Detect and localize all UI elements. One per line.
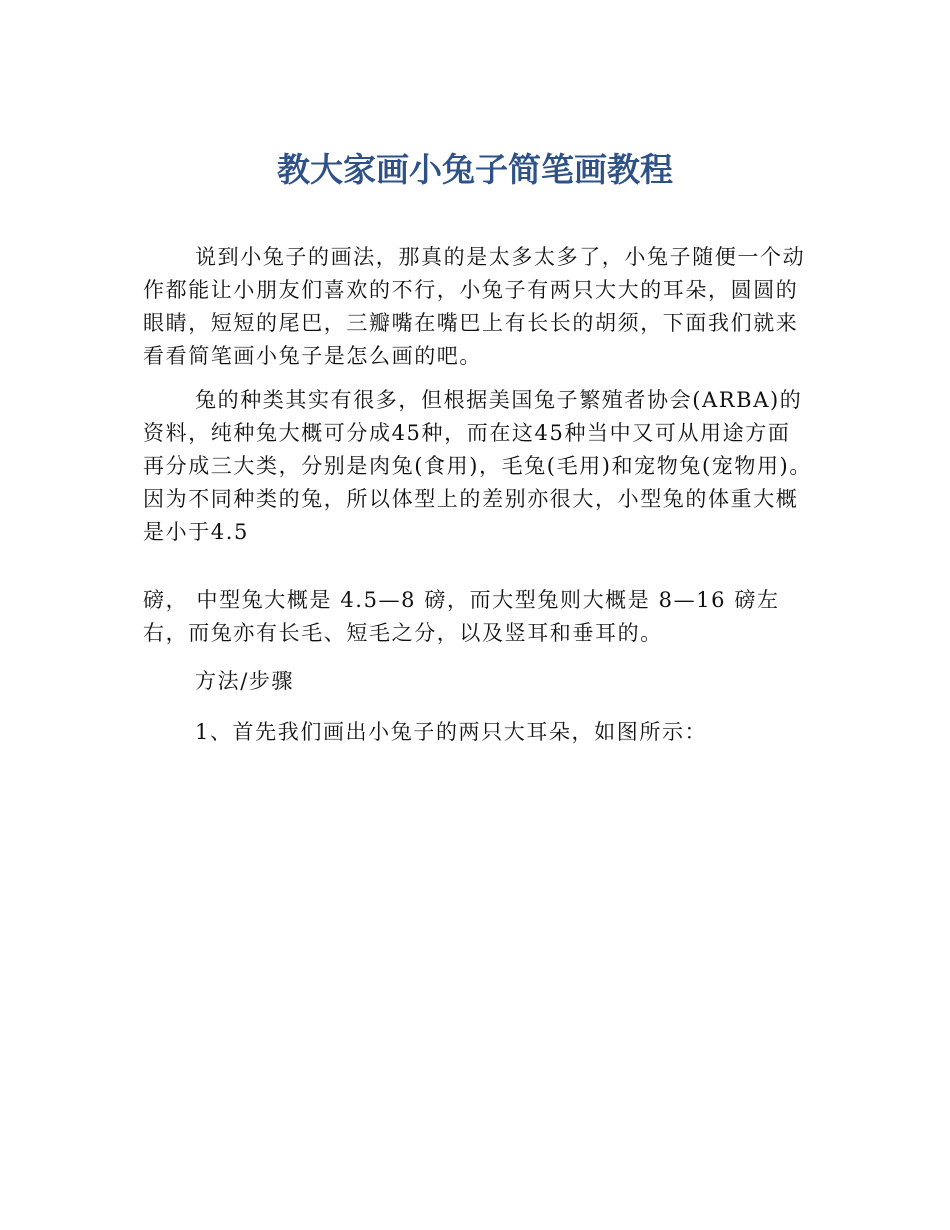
section-heading-steps [143, 665, 813, 698]
paragraph-text: 说到小兔子的画法，那真的是太多太多了，小兔子随便一个动作都能让小朋友们喜欢的不行，小兔子有两只大大的耳朵，圆圆的眼睛，短短的尾巴，三瓣嘴在嘴巴上有长长的胡须，下面我们就来看看简笔画小兔子是怎么画的吧。 [143, 245, 806, 368]
step-1 [143, 716, 813, 749]
paragraph-rabbit-types [143, 384, 813, 549]
paragraph-text: 磅， 中型兔大概是 4.5—8 磅，而大型兔则大概是 8—16 磅左右，而兔亦有长毛、短毛之分，以及竖耳和垂耳的。 [143, 588, 780, 645]
document-title: 教大家画小兔子简笔画教程 [277, 150, 673, 189]
paragraph-weights [143, 584, 813, 650]
paragraph-text: 兔的种类其实有很多，但根据美国兔子繁殖者协会(ARBA)的资料，纯种兔大概可分成45种，而在这45种当中又可从用途方面再分成三大类，分别是肉兔(食用)，毛兔(毛用)和宠物兔(宠物用)。因为不同种类的兔，所以体型上的差别亦很大，小型兔的体重大概是小于4.5 [143, 388, 812, 544]
paragraph-text: 1、首先我们画出小兔子的两只大耳朵，如图所示： [195, 720, 708, 744]
paragraph-text: 方法/步骤 [195, 669, 295, 693]
paragraph-intro [143, 241, 813, 373]
